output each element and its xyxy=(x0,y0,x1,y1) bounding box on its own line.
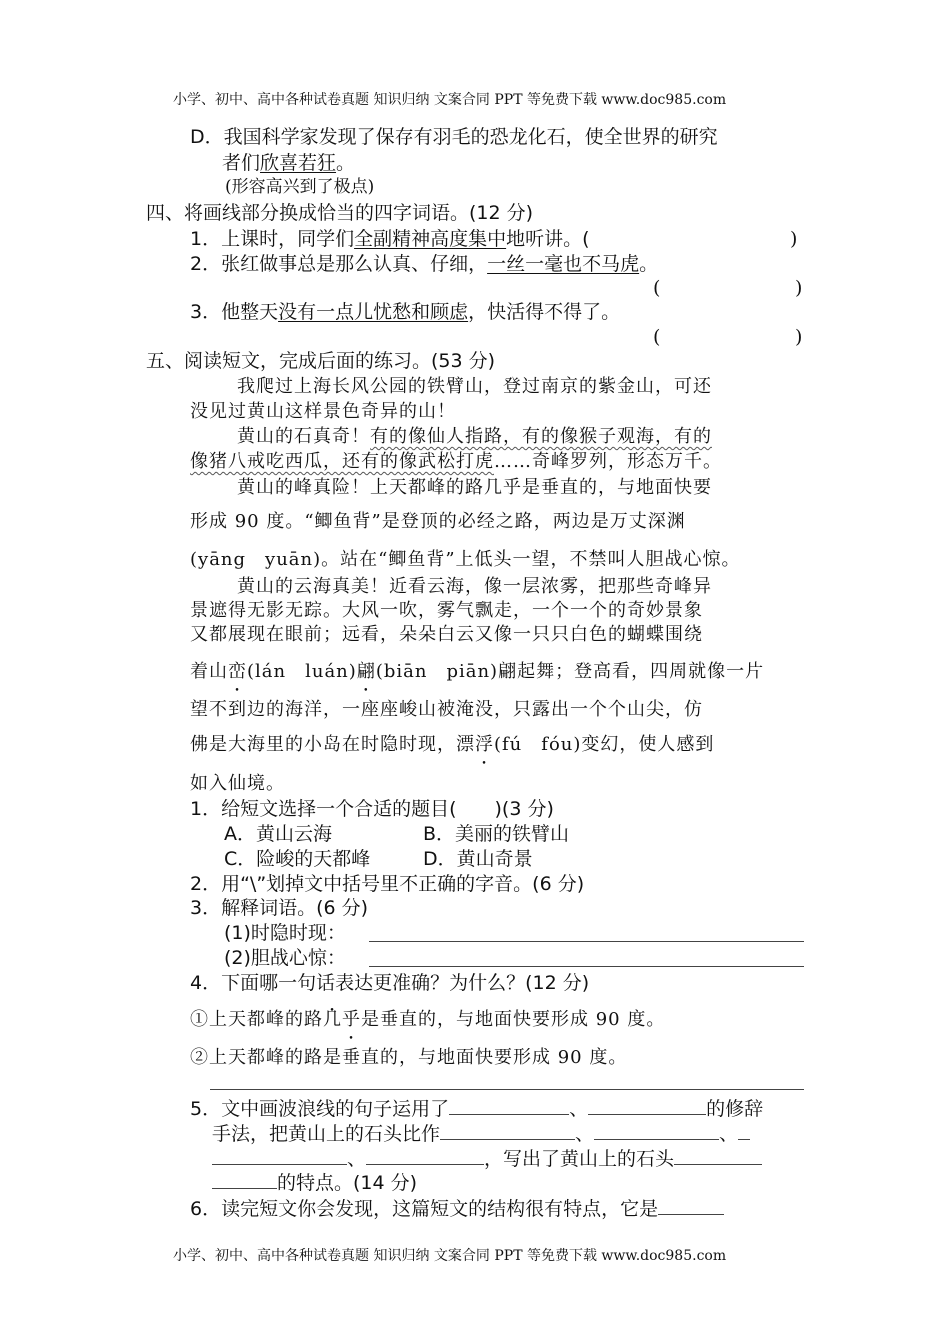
q5-blank-1[interactable] xyxy=(449,1096,569,1115)
option-d-end: 。 xyxy=(336,152,356,174)
q5-blank-6[interactable] xyxy=(212,1146,347,1165)
q5-text-d: 手法，把黄山上的石头比作 xyxy=(212,1123,441,1145)
p2-wavy-2: 像猪八戒吃西瓜，还有的像武松打虎 xyxy=(190,451,494,472)
passage-p4-line5: 望不到边的海洋，一座座峻山被淹没，只露出一个个山尖，仿 xyxy=(190,699,703,720)
sec5-question-5-line2 xyxy=(212,1121,750,1146)
passage-p3-line2: 形成 90 度。“鲫鱼背”是登顶的必经之路，两边是万丈深渊 xyxy=(190,511,686,532)
q1-answer-close: ) xyxy=(790,228,798,250)
passage-p4-line1: 黄山的云海真美！近看云海，像一层浓雾，把那些奇峰异 xyxy=(237,576,712,597)
p2-wavy-1: 有的像仙人指路，有的像猴子观海，有的 xyxy=(370,426,712,447)
q5-text-i: 的特点。(14 分) xyxy=(277,1172,418,1194)
q5-text-h: ，写出了黄山上的石头 xyxy=(484,1148,675,1170)
option-a: A．黄山云海 xyxy=(224,823,332,845)
q3-answer-open: ( xyxy=(653,326,661,348)
q5-blank-8[interactable] xyxy=(674,1146,762,1165)
q2-tail: 。 xyxy=(639,253,659,275)
sec5-question-5-line1 xyxy=(190,1096,763,1121)
option-d: D．黄山奇景 xyxy=(423,848,533,870)
q1-underlined: 全副精神高度集中 xyxy=(354,228,507,250)
passage-p2-line2 xyxy=(190,450,722,474)
option-d-line1: D．我国科学家发现了保存有羽毛的恐龙化石，使全世界的研究 xyxy=(190,126,718,148)
passage-p1-line2: 没见过黄山这样景色奇异的山！ xyxy=(190,401,456,422)
q2-underlined: 一丝一毫也不马虎 xyxy=(487,253,640,275)
option-b: B．美丽的铁臂山 xyxy=(423,823,570,845)
option-d-underlined-word: 欣喜若狂 xyxy=(260,152,337,174)
q4a-dotted-ji: 几 xyxy=(323,1009,342,1030)
sec5-question-2: 2．用“\”划掉文中括号里不正确的字音。(6 分) xyxy=(190,873,585,895)
sec5-question-3: 3．解释词语。(6 分) xyxy=(190,897,369,919)
option-d-line2 xyxy=(222,151,355,175)
q3-item-1: (1)时隐时现： xyxy=(224,922,346,944)
q3-item-1-answer-line[interactable] xyxy=(369,941,804,942)
q2-text: 2．张红做事总是那么认真、仔细， xyxy=(190,253,488,275)
p4-seg2: (biān piān)翩起舞；登高看，四周就像一片 xyxy=(375,661,765,682)
q3-item-2-answer-line[interactable] xyxy=(369,966,804,967)
p4-seg4: (fú fóu)变幻，使人感到 xyxy=(494,734,715,755)
q5-sep-3: 、 xyxy=(719,1123,739,1145)
sec5-question-1: 1．给短文选择一个合适的题目( )(3 分) xyxy=(190,798,554,820)
q4-sentence-1 xyxy=(190,1008,665,1032)
q1-tail: 地听讲。( xyxy=(506,228,590,250)
passage-p4-line3: 又都展现在眼前；远看，朵朵白云又像一只只白色的蝴蝶围绕 xyxy=(190,624,703,645)
q5-sep-4: 、 xyxy=(347,1148,367,1170)
sec4-question-3 xyxy=(190,300,620,324)
p4-pinyin-1: (lán luán) xyxy=(247,661,357,682)
passage-p3-line3: (yāng yuān)。站在“鲫鱼背”上低头一望，不禁叫人胆战心惊。 xyxy=(190,549,741,570)
q5-blank-7[interactable] xyxy=(366,1146,484,1165)
passage-p4-line6 xyxy=(190,733,714,757)
q5-blank-3[interactable] xyxy=(440,1121,575,1140)
option-d-note: (形容高兴到了极点) xyxy=(225,177,375,197)
q5-text-c: 的修辞 xyxy=(706,1098,764,1120)
passage-p4-line7: 如入仙境。 xyxy=(190,773,285,794)
q5-sep-1: 、 xyxy=(569,1098,589,1120)
q3-text: 3．他整天 xyxy=(190,301,279,323)
q5-sep-2: 、 xyxy=(575,1123,595,1145)
option-d-text: 者们 xyxy=(222,152,261,174)
p4-dotted-char-luan: 峦 xyxy=(228,661,247,682)
q3-underlined: 没有一点儿忧愁和顾虑 xyxy=(278,301,469,323)
sec4-question-1 xyxy=(190,227,590,251)
sec5-question-6 xyxy=(190,1196,724,1221)
sec4-question-2 xyxy=(190,252,658,276)
q5-blank-9[interactable] xyxy=(212,1170,277,1189)
q2-answer-close: ) xyxy=(795,277,803,299)
q3-tail: ，快活得不得了。 xyxy=(468,301,621,323)
q5-blank-5[interactable] xyxy=(738,1121,750,1140)
passage-p2-line1 xyxy=(237,425,712,449)
q5-text-a: 5．文中画波浪线的句子运用了 xyxy=(190,1098,450,1120)
q5-blank-2[interactable] xyxy=(588,1096,706,1115)
q4a-seg1: ①上天都峰的路 xyxy=(190,1009,323,1030)
q3-answer-close: ) xyxy=(795,326,803,348)
section-5-title: 五、阅读短文，完成后面的练习。(53 分) xyxy=(146,350,496,372)
p4-seg1: 着山 xyxy=(190,661,228,682)
q4-sentence-2: ②上天都峰的路是垂直的，与地面快要形成 90 度。 xyxy=(190,1047,628,1068)
q1-text: 1．上课时，同学们 xyxy=(190,228,355,250)
section-4-title: 四、将画线部分换成恰当的四字词语。(12 分) xyxy=(146,202,534,224)
p4-dotted-char-pian: 翩 xyxy=(356,661,376,682)
p4-seg3: 佛是大海里的小岛在时隐时现，漂 xyxy=(190,734,475,755)
q4a-seg2: 是垂直的，与地面快要形成 90 度。 xyxy=(361,1009,666,1030)
passage-p1-line1: 我爬过上海长风公园的铁臂山，登过南京的紫金山，可还 xyxy=(237,376,712,397)
p2-plain: 黄山的石真奇！ xyxy=(237,426,370,447)
passage-p3-line1: 黄山的峰真险！上天都峰的路几乎是垂直的，与地面快要 xyxy=(237,477,712,498)
q6-blank[interactable] xyxy=(658,1196,724,1215)
page-footer: 小学、初中、高中各种试卷真题 知识归纳 文案合同 PPT 等免费下载 www.doc985.com xyxy=(173,1248,727,1264)
sec5-question-5-line3 xyxy=(212,1146,762,1171)
p2-plain-2: ……奇峰罗列，形态万千。 xyxy=(494,451,722,472)
sec5-question-5-line4 xyxy=(212,1170,417,1195)
page-header: 小学、初中、高中各种试卷真题 知识归纳 文案合同 PPT 等免费下载 www.doc985.com xyxy=(173,92,727,108)
q4a-dotted-hu: 乎 xyxy=(342,1009,361,1030)
passage-p4-line4 xyxy=(190,660,764,684)
q3-item-2: (2)胆战心惊： xyxy=(224,947,346,969)
q4-answer-line[interactable] xyxy=(210,1089,804,1090)
option-c: C．险峻的天都峰 xyxy=(224,848,371,870)
passage-p4-line2: 景遮得无影无踪。大风一吹，雾气飘走，一个一个的奇妙景象 xyxy=(190,600,703,621)
q2-answer-open: ( xyxy=(653,277,661,299)
q6-text: 6．读完短文你会发现，这篇短文的结构很有特点，它是 xyxy=(190,1198,659,1220)
q5-blank-4[interactable] xyxy=(594,1121,719,1140)
p4-dotted-char-fu: 浮 xyxy=(475,734,494,755)
sec5-question-4: 4．下面哪一句话表达更准确？为什么？(12 分) xyxy=(190,972,590,994)
